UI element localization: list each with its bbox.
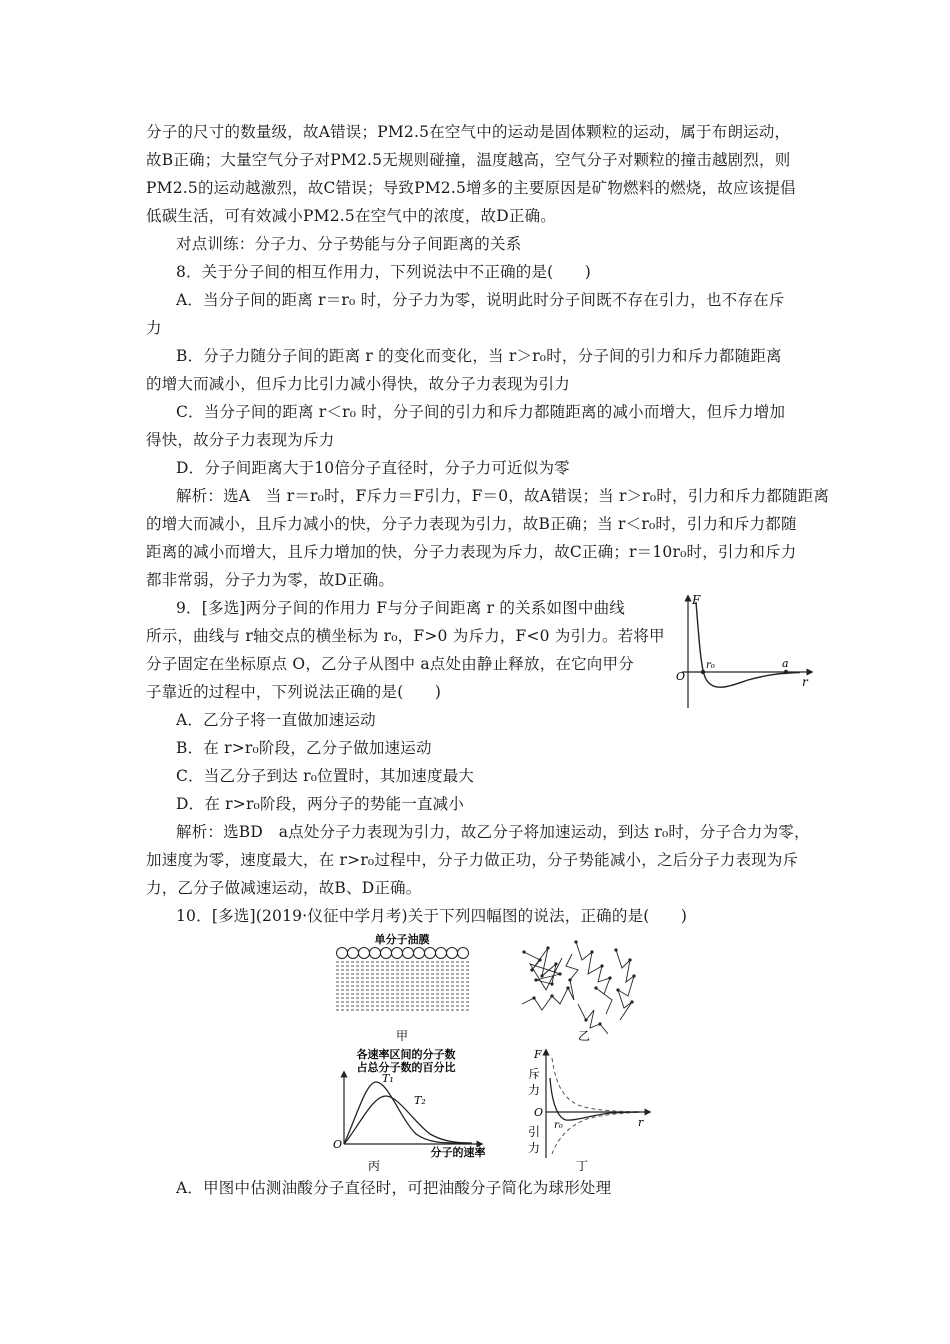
r0-label: r₀: [554, 1120, 563, 1131]
q8-option-b: B．分子力随分子间的距离 r 的变化而变化，当 r＞r₀时，分子间的引力和斥力都随距离: [176, 347, 782, 365]
q8-analysis-cont: 距离的减小而增大，且斥力增加的快，分子力表现为斥力，故C正确；r＝10r₀时，引力和斥力: [146, 543, 797, 561]
figure-yi-brownian-motion: [512, 930, 642, 1048]
r0-label: r₀: [706, 660, 715, 671]
q8-analysis-cont: 都非常弱，分子力为零，故D正确。: [146, 571, 395, 589]
repulsion-char-1: 斥: [528, 1067, 541, 1081]
section-title: 对点训练：分子力、分子势能与分子间距离的关系: [176, 235, 522, 253]
y-axis-label: F: [534, 1048, 542, 1061]
attraction-char-1: 引: [528, 1125, 541, 1139]
q10-option-a: A．甲图中估测油酸分子直径时，可把油酸分子简化为球形处理: [176, 1179, 612, 1197]
q9-stem-cont: 所示，曲线与 r轴交点的横坐标为 r₀，F>0 为斥力，F<0 为引力。若将甲: [146, 627, 665, 645]
q9-analysis: 解析：选BD a点处分子力表现为引力，故乙分子将加速运动，到达 r₀时，分子合力为零，: [176, 823, 810, 841]
x-axis-label: r: [802, 675, 808, 689]
speed-axis-label: 分子的速率: [430, 1146, 486, 1159]
molecule-row: [337, 948, 469, 959]
origin-label: O: [333, 1138, 343, 1151]
text-line: 分子的尺寸的数量级，故A错误；PM2.5在空气中的运动是固体颗粒的运动，属于布朗运动，: [146, 123, 791, 141]
text-line: 故B正确；大量空气分子对PM2.5无规则碰撞，温度越高，空气分子对颗粒的撞击越剧烈，则: [146, 151, 791, 169]
q10-stem: 10．[多选](2019·仪征中学月考)关于下列四幅图的说法，正确的是( ): [176, 907, 688, 925]
text-line: 低碳生活，可有效减小PM2.5在空气中的浓度，故D正确。: [146, 207, 556, 225]
origin-label: O: [534, 1106, 544, 1119]
figure-bing-speed-distribution: [330, 1048, 510, 1176]
q9-stem-cont: 子靠近的过程中，下列说法正确的是( ): [146, 683, 442, 701]
q9-analysis-cont: 加速度为零，速度最大，在 r>r₀过程中，分子力做正功，分子势能减小，之后分子力表现为斥: [146, 851, 799, 869]
q8-option-d: D．分子间距离大于10倍分子直径时，分子力可近似为零: [176, 459, 570, 477]
q8-analysis-cont: 的增大而减小，且斥力减小的快，分子力表现为引力，故B正确；当 r＜r₀时，引力和斥力都随: [146, 515, 797, 533]
caption-yi: 乙: [577, 1029, 591, 1043]
t1-label: T₁: [382, 1072, 394, 1085]
figure-jia-oil-film: [332, 930, 472, 1048]
origin-label: O: [676, 670, 686, 683]
q8-option-a-cont: 力: [146, 319, 162, 337]
q9-stem-cont: 分子固定在坐标原点 O，乙分子从图中 a点处由静止释放，在它向甲分: [146, 655, 634, 673]
text-line: PM2.5的运动越激烈，故C错误；导致PM2.5增多的主要原因是矿物燃料的燃烧，故应该提倡: [146, 179, 796, 197]
dist-title-line2: 占总分子数的百分比: [356, 1061, 456, 1074]
q9-option-a: A．乙分子将一直做加速运动: [176, 711, 376, 729]
y-axis-label: F: [692, 593, 701, 607]
water-dashes: [336, 962, 470, 1010]
q9-analysis-cont: 力，乙分子做减速运动，故B、D正确。: [146, 879, 422, 897]
caption-bing: 丙: [367, 1159, 381, 1173]
x-axis-label: r: [638, 1116, 644, 1129]
repulsion-char-2: 力: [528, 1083, 541, 1097]
q9-option-d: D．在 r>r₀阶段，两分子的势能一直减小: [176, 795, 465, 813]
figure-ding-force-components: [520, 1048, 656, 1176]
q8-option-a: A．当分子间的距离 r＝r₀ 时，分子力为零，说明此时分子间既不存在引力，也不存在斥: [176, 291, 785, 309]
oil-film-title: 单分子油膜: [374, 933, 430, 946]
caption-jia: 甲: [395, 1029, 409, 1043]
q8-option-c: C．当分子间的距离 r＜r₀ 时，分子间的引力和斥力都随距离的减小而增大，但斥力增加: [176, 403, 786, 421]
q8-stem: 8．关于分子间的相互作用力，下列说法中不正确的是( ): [176, 263, 592, 281]
dist-title-line1: 各速率区间的分子数: [356, 1048, 456, 1061]
point-a-label: a: [782, 657, 789, 670]
q9-stem: 9．[多选]两分子间的作用力 F与分子间距离 r 的关系如图中曲线: [176, 599, 626, 617]
q8-analysis: 解析：选A 当 r＝r₀时，F斥力＝F引力，F＝0，故A错误；当 r＞r₀时，引力和斥力都随距离: [176, 487, 830, 505]
attraction-char-2: 力: [528, 1141, 541, 1155]
q8-option-b-cont: 的增大而减小，但斥力比引力减小得快，故分子力表现为引力: [146, 375, 570, 393]
q9-force-graph: [668, 590, 818, 712]
q9-option-b: B．在 r>r₀阶段，乙分子做加速运动: [176, 739, 432, 757]
q9-option-c: C．当乙分子到达 r₀位置时，其加速度最大: [176, 767, 475, 785]
q8-option-c-cont: 得快，故分子力表现为斥力: [146, 431, 335, 449]
caption-ding: 丁: [575, 1159, 589, 1173]
t2-label: T₂: [414, 1094, 426, 1107]
